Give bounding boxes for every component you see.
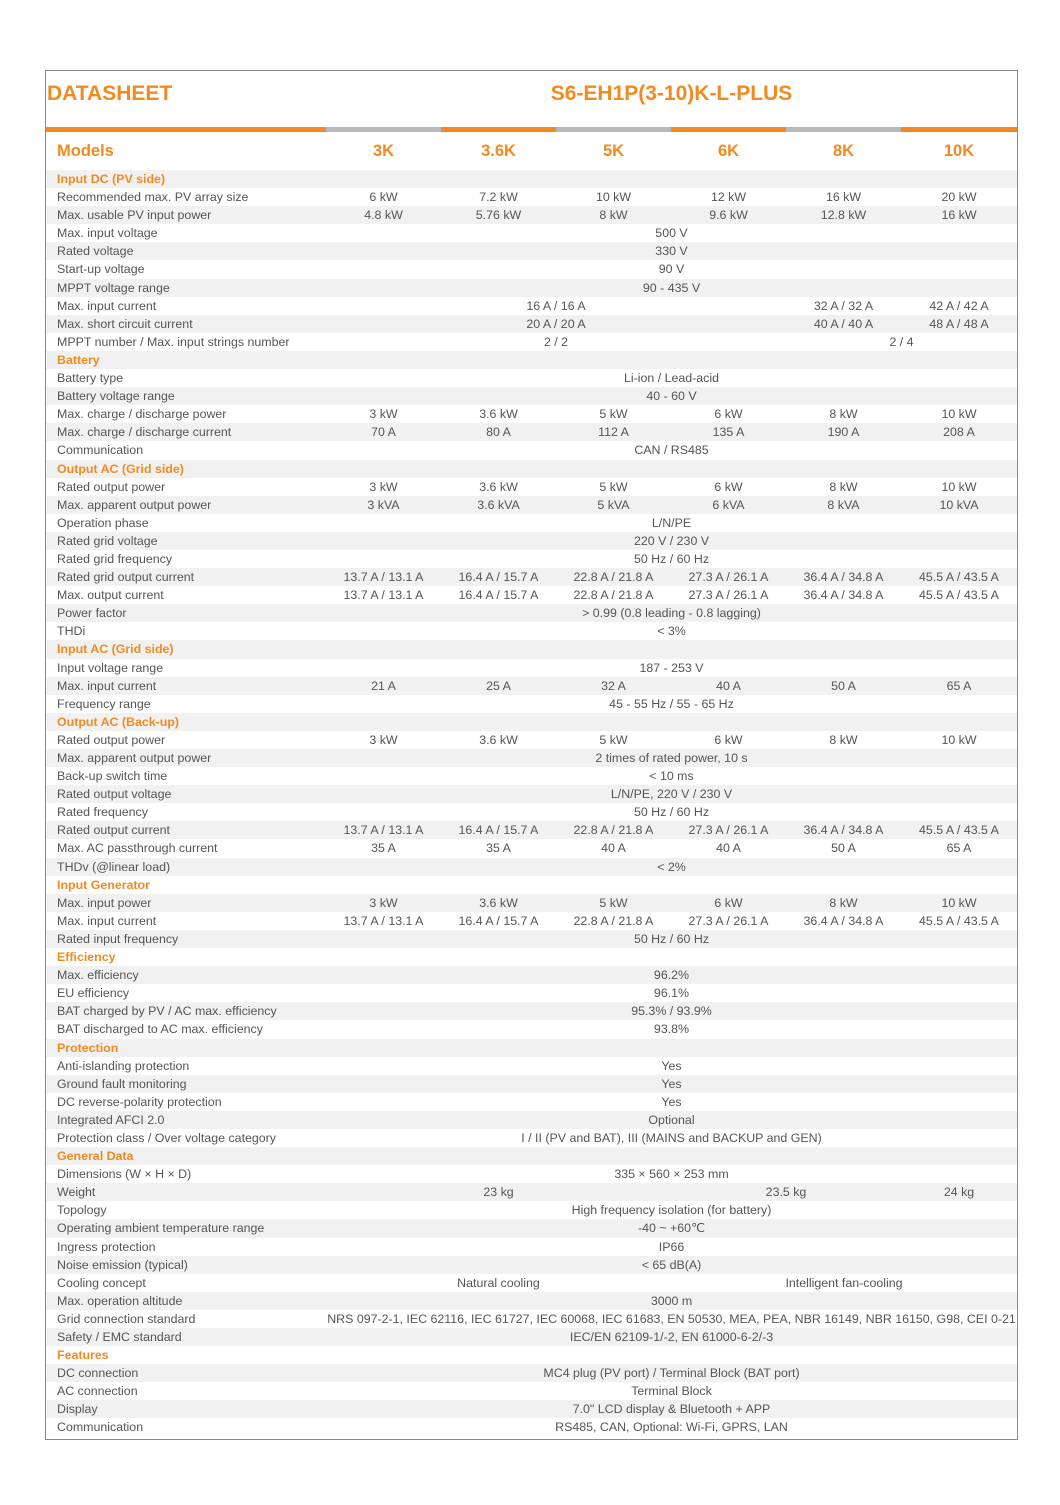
spec-label: Integrated AFCI 2.0 [46, 1111, 326, 1129]
section-header-row [46, 1039, 1017, 1057]
section-title: Output AC (Grid side) [46, 460, 1017, 478]
spec-label: Communication [57, 443, 144, 458]
spec-value: IP66 [658, 1239, 685, 1254]
spec-value: 90 - 435 V [326, 279, 1017, 297]
section-header-row [46, 1346, 1017, 1364]
model-series-title: S6-EH1P(3-10)K-L-PLUS [550, 82, 793, 105]
spec-row [46, 894, 1017, 912]
spec-row [46, 1382, 1017, 1400]
spec-value: Intelligent fan-cooling [785, 1275, 903, 1290]
spec-row [46, 1256, 1017, 1274]
spec-value: 22.8 A / 21.8 A [573, 913, 654, 928]
spec-row [46, 912, 1017, 930]
spec-value: 3000 m [326, 1292, 1017, 1310]
spec-row [46, 514, 1017, 532]
spec-value: 40 A [716, 841, 741, 856]
spec-value: 16 kW [901, 206, 1017, 224]
spec-row [46, 242, 1017, 260]
spec-label: Rated voltage [46, 242, 326, 260]
section-title: Input DC (PV side) [46, 170, 1017, 188]
spec-label: Frequency range [57, 696, 151, 711]
spec-value: 27.3 A / 26.1 A [671, 568, 786, 586]
section-header-row [46, 1147, 1017, 1165]
spec-value: 21 A [326, 677, 441, 695]
spec-label: Max. output current [57, 588, 164, 603]
spec-value: 45.5 A / 43.5 A [919, 588, 999, 603]
spec-value: I / II (PV and BAT), III (MAINS and BACKUP and GEN) [521, 1130, 822, 1145]
spec-row [46, 188, 1017, 206]
spec-value: 6 kVA [671, 496, 786, 514]
spec-value: 10 kW [901, 894, 1017, 912]
spec-value: 16.4 A / 15.7 A [458, 588, 539, 603]
section-header-row [46, 460, 1017, 478]
spec-label: MPPT number / Max. input strings number [57, 334, 290, 349]
spec-row [46, 1292, 1017, 1310]
spec-label: Max. charge / discharge current [46, 423, 326, 441]
spec-value: 187 - 253 V [639, 660, 704, 675]
spec-value: 10 kW [941, 479, 977, 494]
spec-value: 3.6 kVA [441, 496, 556, 514]
spec-value: 24 kg [901, 1183, 1017, 1201]
spec-value: 6 kW [714, 407, 743, 422]
spec-label: Rated grid voltage [46, 532, 326, 550]
spec-label: Operation phase [57, 515, 149, 530]
spec-value: 25 A [441, 677, 556, 695]
spec-value: 93.8% [653, 1022, 690, 1037]
spec-value: Yes [661, 1058, 682, 1073]
spec-label: Rated output current [46, 821, 326, 839]
spec-label: Max. usable PV input power [46, 206, 326, 224]
spec-value: 5 kW [599, 479, 628, 494]
section-header-row [46, 876, 1017, 894]
spec-label: Cooling concept [57, 1275, 146, 1290]
spec-row [46, 568, 1017, 586]
spec-value: 36.4 A / 34.8 A [803, 913, 884, 928]
model-10k: 10K [943, 142, 975, 160]
spec-value: Yes [326, 1075, 1017, 1093]
spec-label: Rated grid frequency [57, 551, 173, 566]
spec-label: THDv (@linear load) [46, 858, 326, 876]
spec-value: 23.5 kg [671, 1183, 901, 1201]
spec-row [46, 224, 1017, 242]
spec-row [46, 731, 1017, 749]
spec-label: Weight [46, 1183, 326, 1201]
spec-row [46, 1002, 1017, 1020]
spec-value: 45 - 55 Hz / 55 - 65 Hz [609, 696, 734, 711]
spec-value: 36.4 A / 34.8 A [803, 588, 884, 603]
spec-label: Rated output power [57, 732, 166, 747]
spec-value: > 0.99 (0.8 leading - 0.8 lagging) [326, 604, 1017, 622]
spec-row [46, 586, 1017, 604]
spec-value: 10 kVA [901, 496, 1017, 514]
spec-value: 23 kg [326, 1183, 671, 1201]
spec-value: 16 A / 16 A [526, 298, 586, 313]
spec-value: Terminal Block [631, 1384, 712, 1399]
spec-value: Li-ion / Lead-acid [623, 371, 720, 386]
spec-row [46, 478, 1017, 496]
spec-value: 8 kW [829, 732, 858, 747]
spec-label: Battery voltage range [46, 387, 326, 405]
spec-row [46, 315, 1017, 333]
spec-value: Optional [326, 1111, 1017, 1129]
spec-value: 95.3% / 93.9% [326, 1002, 1017, 1020]
spec-row [46, 749, 1017, 767]
spec-value: 3.6 kW [479, 732, 518, 747]
spec-value: 40 A / 40 A [786, 315, 901, 333]
spec-row [46, 803, 1017, 821]
spec-value: 12 kW [710, 190, 747, 205]
spec-value: 13.7 A / 13.1 A [326, 568, 441, 586]
spec-row [46, 785, 1017, 803]
section-header-row [46, 713, 1017, 731]
spec-label: Rated output power [57, 479, 166, 494]
spec-value: IEC/EN 62109-1/-2, EN 61000-6-2/-3 [326, 1328, 1017, 1346]
spec-row [46, 1274, 1017, 1292]
spec-label: Max. apparent output power [46, 496, 326, 514]
spec-value: 22.8 A / 21.8 A [556, 568, 671, 586]
spec-table-body [46, 132, 1017, 1437]
spec-value: 5.76 kW [441, 206, 556, 224]
section-header-row [46, 948, 1017, 966]
spec-value: 13.7 A / 13.1 A [343, 588, 424, 603]
spec-row [46, 1238, 1017, 1256]
spec-value: 45.5 A / 43.5 A [919, 913, 999, 928]
spec-label: Dimensions (W × H × D) [57, 1167, 192, 1182]
section-title: Input Generator [57, 877, 150, 892]
spec-value: 16.4 A / 15.7 A [441, 821, 556, 839]
spec-table [46, 132, 1017, 1437]
spec-value: < 3% [657, 624, 686, 639]
spec-row [46, 1400, 1017, 1418]
spec-value: 8 kW [829, 479, 858, 494]
spec-label: Input voltage range [57, 660, 164, 675]
spec-label: Rated input frequency [46, 930, 326, 948]
spec-value: 12.8 kW [786, 206, 901, 224]
spec-value: 6 kW [671, 894, 786, 912]
spec-value: 5 kW [599, 732, 628, 747]
spec-row [46, 1328, 1017, 1346]
spec-label: Protection class / Over voltage category [57, 1130, 277, 1145]
datasheet [45, 70, 1018, 1440]
spec-label: Rated output voltage [46, 785, 326, 803]
spec-value: NRS 097-2-1, IEC 62116, IEC 61727, IEC 60068, IEC 61683, EN 50530, MEA, PEA, NBR 16149, NBR 16150, G98, CEI 0-21 [327, 1311, 1016, 1326]
spec-row [46, 839, 1017, 857]
spec-row [46, 423, 1017, 441]
spec-value: 500 V [655, 226, 688, 241]
spec-value: 8 kW [786, 894, 901, 912]
spec-label: Max. input current [57, 913, 157, 928]
spec-row [46, 1201, 1017, 1219]
spec-row [46, 1165, 1017, 1183]
section-title: General Data [46, 1147, 1017, 1165]
spec-value: RS485, CAN, Optional: Wi-Fi, GPRS, LAN [555, 1420, 788, 1435]
spec-value: 27.3 A / 26.1 A [671, 821, 786, 839]
spec-row [46, 1310, 1017, 1328]
spec-label: Max. input power [46, 894, 326, 912]
spec-value: 9.6 kW [671, 206, 786, 224]
spec-label: Recommended max. PV array size [57, 190, 249, 205]
models-label: Models [57, 142, 114, 160]
spec-value: 2 / 4 [889, 334, 914, 349]
spec-value: 330 V [326, 242, 1017, 260]
spec-row [46, 550, 1017, 568]
spec-value: 20 A / 20 A [326, 315, 786, 333]
spec-row [46, 387, 1017, 405]
spec-row [46, 966, 1017, 984]
section-title: Input AC (Grid side) [46, 640, 1017, 658]
spec-value: Yes [661, 1094, 682, 1109]
spec-value: 6 kW [714, 479, 743, 494]
spec-value: 7.2 kW [479, 190, 518, 205]
spec-value: 27.3 A / 26.1 A [688, 913, 769, 928]
spec-value: L/N/PE [651, 515, 692, 530]
spec-row [46, 821, 1017, 839]
spec-row [46, 441, 1017, 459]
datasheet-header [46, 71, 1017, 127]
spec-row [46, 279, 1017, 297]
spec-label: Display [46, 1400, 326, 1418]
spec-row [46, 695, 1017, 713]
spec-value: 35 A [371, 841, 396, 856]
spec-value: 5 kW [599, 407, 628, 422]
spec-label: Max. charge / discharge power [57, 407, 227, 422]
spec-label: Max. operation altitude [46, 1292, 326, 1310]
models-header-row [46, 132, 1017, 170]
spec-value: 36.4 A / 34.8 A [786, 821, 901, 839]
spec-value: 16.4 A / 15.7 A [458, 913, 539, 928]
spec-value: 32 A / 32 A [813, 298, 874, 313]
spec-value: 4.8 kW [326, 206, 441, 224]
spec-row [46, 858, 1017, 876]
spec-label: Back-up switch time [57, 769, 168, 784]
spec-row [46, 1364, 1017, 1382]
spec-value: 335 × 560 × 253 mm [614, 1167, 729, 1182]
spec-label: DC connection [46, 1364, 326, 1382]
spec-value: 16.4 A / 15.7 A [441, 568, 556, 586]
spec-row [46, 1020, 1017, 1038]
spec-value: 8 kW [556, 206, 671, 224]
spec-value: 3 kW [369, 732, 398, 747]
spec-label: BAT charged by PV / AC max. efficiency [46, 1002, 326, 1020]
spec-row [46, 1183, 1017, 1201]
spec-label: Anti-islanding protection [57, 1058, 190, 1073]
spec-value: 2 times of rated power, 10 s [326, 749, 1017, 767]
spec-value: 3 kW [326, 894, 441, 912]
spec-value: 36.4 A / 34.8 A [786, 568, 901, 586]
spec-value: 50 Hz / 60 Hz [326, 930, 1017, 948]
spec-value: 3 kW [369, 479, 398, 494]
spec-value: 10 kW [595, 190, 632, 205]
spec-value: 50 A [786, 677, 901, 695]
section-title: Output AC (Back-up) [46, 713, 1017, 731]
spec-row [46, 1057, 1017, 1075]
spec-label: Max. AC passthrough current [57, 841, 218, 856]
spec-value: 50 Hz / 60 Hz [633, 551, 710, 566]
spec-label: Ground fault monitoring [46, 1075, 326, 1093]
model-5k: 5K [602, 142, 625, 160]
spec-label: Topology [57, 1203, 107, 1218]
spec-value: 3 kVA [326, 496, 441, 514]
spec-row [46, 984, 1017, 1002]
spec-value: < 2% [326, 858, 1017, 876]
spec-label: MPPT voltage range [46, 279, 326, 297]
spec-value: 8 kW [829, 407, 858, 422]
spec-row [46, 1111, 1017, 1129]
spec-label: DC reverse-polarity protection [57, 1094, 222, 1109]
spec-label: Power factor [46, 604, 326, 622]
spec-label: Max. efficiency [46, 966, 326, 984]
spec-value: 20 kW [941, 190, 977, 205]
spec-label: Max. short circuit current [46, 315, 326, 333]
spec-row [46, 206, 1017, 224]
section-title: Features [57, 1348, 109, 1363]
spec-value: -40 ~ +60℃ [326, 1219, 1017, 1237]
spec-value: 40 - 60 V [326, 387, 1017, 405]
spec-label: EU efficiency [57, 986, 130, 1001]
section-header-row [46, 170, 1017, 188]
spec-value: 13.7 A / 13.1 A [326, 821, 441, 839]
spec-row [46, 1093, 1017, 1111]
spec-value: 208 A [901, 423, 1017, 441]
spec-label: Noise emission (typical) [46, 1256, 326, 1274]
spec-label: Communication [57, 1420, 144, 1435]
spec-row [46, 496, 1017, 514]
spec-value: 40 A [601, 841, 626, 856]
spec-row [46, 333, 1017, 351]
spec-value: 8 kVA [786, 496, 901, 514]
spec-row [46, 677, 1017, 695]
spec-value: 6 kW [369, 190, 398, 205]
spec-value: 10 kW [941, 732, 977, 747]
spec-label: Max. input current [57, 298, 157, 313]
spec-value: 65 A [901, 677, 1017, 695]
spec-value: 22.8 A / 21.8 A [556, 821, 671, 839]
spec-value: High frequency isolation (for battery) [571, 1203, 772, 1218]
spec-value: < 10 ms [649, 769, 694, 784]
datasheet-title: DATASHEET [47, 82, 173, 105]
spec-row [46, 260, 1017, 278]
spec-value: 27.3 A / 26.1 A [688, 588, 769, 603]
spec-row [46, 604, 1017, 622]
spec-value: 45.5 A / 43.5 A [901, 821, 1017, 839]
spec-row [46, 622, 1017, 640]
spec-row [46, 1075, 1017, 1093]
spec-value: 48 A / 48 A [901, 315, 1017, 333]
spec-value: 3 kW [369, 407, 398, 422]
spec-value: 40 A [671, 677, 786, 695]
spec-label: Battery type [57, 371, 124, 386]
spec-value: 22.8 A / 21.8 A [573, 588, 654, 603]
spec-value: 70 A [326, 423, 441, 441]
model-6k: 6K [717, 142, 740, 160]
spec-value: 45.5 A / 43.5 A [901, 568, 1017, 586]
spec-value: 5 kVA [556, 496, 671, 514]
spec-value: 5 kW [556, 894, 671, 912]
spec-value: 7.0" LCD display & Bluetooth + APP [326, 1400, 1017, 1418]
spec-value: 3.6 kW [479, 407, 518, 422]
section-title: Protection [46, 1039, 1017, 1057]
spec-value: 80 A [441, 423, 556, 441]
spec-value: 96.1% [653, 986, 690, 1001]
section-header-row [46, 640, 1017, 658]
spec-value: CAN / RS485 [634, 443, 709, 458]
spec-value: 96.2% [326, 966, 1017, 984]
spec-value: 13.7 A / 13.1 A [343, 913, 424, 928]
spec-row [46, 767, 1017, 785]
spec-label: Max. input current [46, 677, 326, 695]
spec-value: MC4 plug (PV port) / Terminal Block (BAT port) [326, 1364, 1017, 1382]
spec-row [46, 297, 1017, 315]
spec-row [46, 532, 1017, 550]
spec-label: BAT discharged to AC max. efficiency [57, 1022, 263, 1037]
spec-label: Start-up voltage [57, 262, 145, 277]
spec-label: Max. apparent output power [46, 749, 326, 767]
spec-value: 190 A [786, 423, 901, 441]
spec-label: Rated grid output current [46, 568, 326, 586]
spec-value: 3.6 kW [479, 479, 518, 494]
section-title: Battery [46, 351, 1017, 369]
spec-value: 135 A [671, 423, 786, 441]
spec-value: 32 A [556, 677, 671, 695]
section-header-row [46, 351, 1017, 369]
spec-value: 2 / 2 [543, 334, 569, 349]
model-3-6k: 3.6K [481, 142, 516, 160]
spec-label: Safety / EMC standard [46, 1328, 326, 1346]
spec-value: 3.6 kW [441, 894, 556, 912]
spec-label: Ingress protection [57, 1239, 156, 1254]
spec-label: THDi [57, 624, 86, 639]
spec-label: Max. input voltage [57, 226, 158, 241]
spec-label: Operating ambient temperature range [46, 1219, 326, 1237]
spec-value: 220 V / 230 V [326, 532, 1017, 550]
section-title: Efficiency [57, 950, 116, 965]
spec-value: 6 kW [714, 732, 743, 747]
spec-value: 90 V [658, 262, 685, 277]
spec-label: Grid connection standard [57, 1311, 196, 1326]
spec-value: 65 A [946, 841, 972, 856]
spec-label: Rated frequency [57, 805, 148, 820]
model-3k: 3K [372, 142, 395, 160]
spec-value: 42 A / 42 A [929, 298, 989, 313]
spec-value: L/N/PE, 220 V / 230 V [326, 785, 1017, 803]
spec-row [46, 1129, 1017, 1147]
spec-value: 50 Hz / 60 Hz [633, 805, 710, 820]
spec-row [46, 1418, 1017, 1436]
spec-row [46, 659, 1017, 677]
spec-row [46, 930, 1017, 948]
spec-row [46, 405, 1017, 423]
spec-row [46, 369, 1017, 387]
spec-value: 10 kW [941, 407, 977, 422]
spec-row [46, 1219, 1017, 1237]
spec-value: 35 A [486, 841, 511, 856]
spec-value: Natural cooling [457, 1275, 540, 1290]
spec-value: 50 A [831, 841, 856, 856]
spec-value: 16 kW [825, 190, 862, 205]
spec-value: 112 A [556, 423, 671, 441]
model-8k: 8K [832, 142, 855, 160]
spec-value: < 65 dB(A) [326, 1256, 1017, 1274]
spec-label: AC connection [57, 1384, 138, 1399]
